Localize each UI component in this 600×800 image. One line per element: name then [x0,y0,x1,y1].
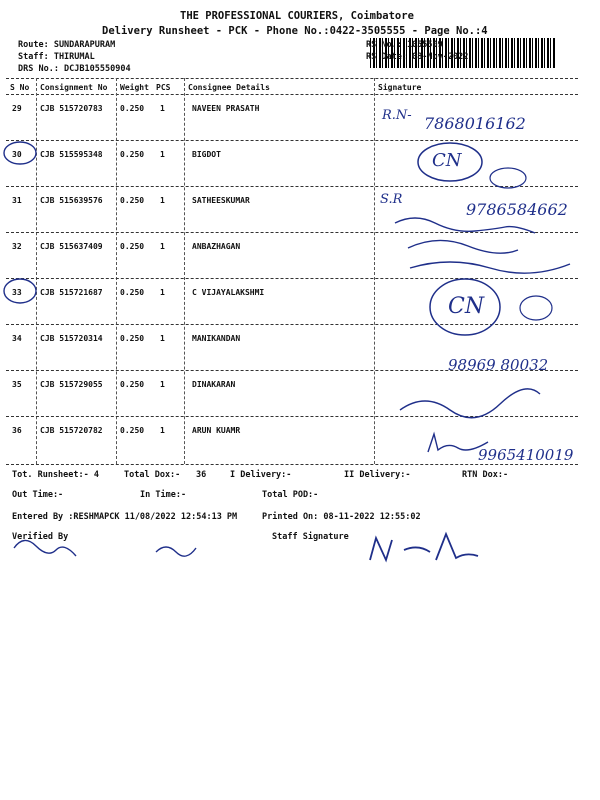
row-weight: 0.250 [120,380,145,389]
signature-stroke [400,389,540,418]
row-consignment: CJB 515637409 [40,242,103,251]
row-pcs: 1 [160,426,165,435]
row-pcs: 1 [160,104,165,113]
row-sno: 33 [12,288,22,297]
row-pcs: 1 [160,242,165,251]
stamp-circle [520,296,552,320]
verified-by: Verified By [12,532,69,542]
row-consignment: CJB 515729055 [40,380,103,389]
route-label: Route: SUNDARAPURAM [18,40,116,50]
row-consignee: BIGDOT [192,150,221,159]
i-delivery: I Delivery:- [230,470,292,480]
handwritten-initials: R.N- [382,108,412,123]
row-sno: 31 [12,196,22,205]
row-sno: 35 [12,380,22,389]
stamp-text: CN [448,294,485,319]
row-weight: 0.250 [120,196,145,205]
total-pod: Total POD:- [262,490,319,500]
row-pcs: 1 [160,288,165,297]
total-dox-value: 36 [196,470,207,480]
row-consignment: CJB 515639576 [40,196,103,205]
in-time: In Time:- [140,490,187,500]
entered-by: Entered By :RESHMAPCK 11/08/2022 12:54:13 PM [12,512,238,522]
row-consignee: C VIJAYALAKSHMI [192,288,265,297]
col-header-sno: S No [10,83,30,92]
signature-stroke [14,540,76,556]
tot-runsheet: Tot. Runsheet:- 4 [12,470,99,480]
row-consignment: CJB 515720314 [40,334,103,343]
row-weight: 0.250 [120,104,145,113]
stamp-circle [490,168,526,188]
row-weight: 0.250 [120,426,145,435]
drs-label: DRS No.: DCJB105550904 [18,64,131,74]
handwritten-phone: 9786584662 [466,200,568,219]
col-header-signature: Signature [378,83,422,92]
row-consignee: ARUN KUAMR [192,426,241,435]
col-header-consignee: Consignee Details [188,83,270,92]
row-weight: 0.250 [120,242,145,251]
row-consignment: CJB 515721687 [40,288,103,297]
row-weight: 0.250 [120,334,145,343]
row-sno: 36 [12,426,22,435]
row-sno: 32 [12,242,22,251]
row-pcs: 1 [160,150,165,159]
ii-delivery: II Delivery:- [344,470,411,480]
row-pcs: 1 [160,380,165,389]
col-header-weight: Weight [120,83,149,92]
signature-stroke [395,218,535,233]
printed-on: Printed On: 08-11-2022 12:55:02 [262,512,421,522]
company-title: THE PROFESSIONAL COURIERS, Coimbatore [180,10,414,22]
row-consignee: ANBAZHAGAN [192,242,241,251]
stamp-text: CN [432,150,462,171]
row-consignment: CJB 515720783 [40,104,103,113]
row-consignment: CJB 515595348 [40,150,103,159]
row-consignee: NAVEEN PRASATH [192,104,260,113]
row-sno: 34 [12,334,22,343]
total-dox-label: Total Dox:- [124,470,181,480]
handwritten-phone: 9965410019 [478,446,574,464]
col-header-consignment: Consignment No [40,83,108,92]
runsheet-subtitle: Delivery Runsheet - PCK - Phone No.:0422-3505555 - Page No.:4 [102,25,488,37]
signature-stroke [408,240,518,253]
row-weight: 0.250 [120,288,145,297]
handwritten-initials: S.R [380,192,403,207]
handwritten-phone: 98969 80032 [448,356,549,374]
signature-stroke [156,547,196,556]
row-weight: 0.250 [120,150,145,159]
row-consignment: CJB 515720782 [40,426,103,435]
staff-label: Staff: THIRUMAL [18,52,95,62]
handwritten-phone: 7868016162 [424,114,526,133]
row-consignee: MANIKANDAN [192,334,241,343]
row-pcs: 1 [160,334,165,343]
signature-stroke [410,262,570,273]
out-time: Out Time:- [12,490,64,500]
row-pcs: 1 [160,196,165,205]
rs-date: RS Date: 08-Nov-2022 [366,52,469,62]
row-consignee: DINAKARAN [192,380,236,389]
row-sno: 30 [12,150,22,159]
rtn-dox: RTN Dox:- [462,470,509,480]
rs-number: RS No.: 1055509 [366,40,443,50]
pen-circle [4,142,36,164]
pen-circle [4,279,36,303]
row-sno: 29 [12,104,22,113]
staff-signature: Staff Signature [272,532,349,542]
col-header-pcs: PCS [156,83,171,92]
row-consignee: SATHEESKUMAR [192,196,250,205]
signature-stroke [370,534,478,560]
